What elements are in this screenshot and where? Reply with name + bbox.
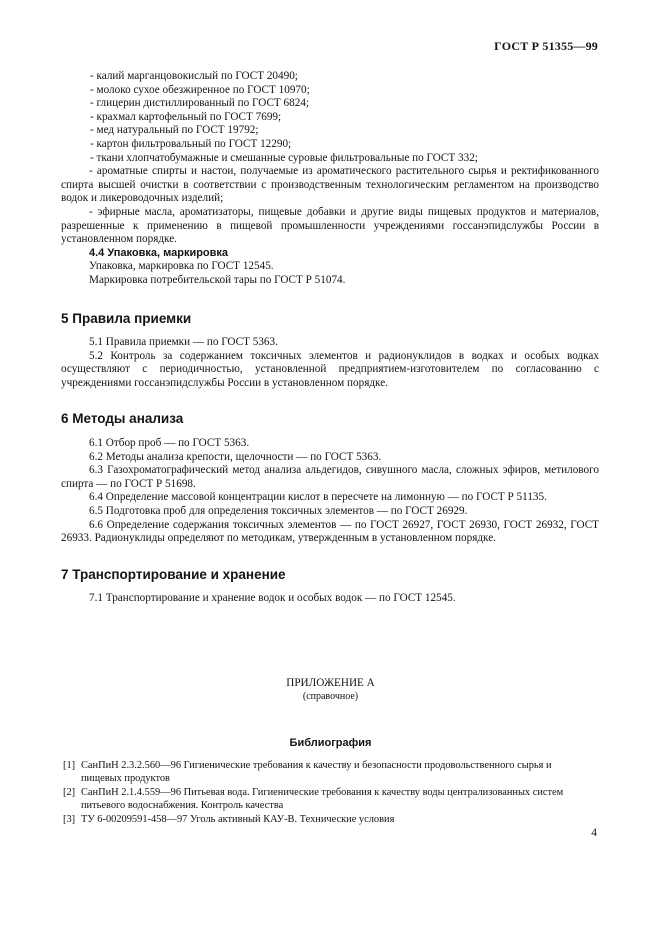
section-5-item-2: 5.2 Контроль за содержанием токсичных элементов и радионуклидов в водках и особых водках осуществляют с периодичностью, установленной предприятием-изготовителем по согласованию с учреждениями госсанэпидслужбы России в установленном порядке.: [61, 349, 599, 389]
section-6-item: 6.2 Методы анализа крепости, щелочности — по ГОСТ 5363.: [89, 450, 382, 463]
list-item: - ткани хлопчатобумажные и смешанные суровые фильтровальные по ГОСТ 332;: [90, 151, 478, 164]
section-6-item: 6.5 Подготовка проб для определения токсичных элементов — по ГОСТ 26929.: [89, 505, 468, 518]
bibliography-item-text: СанПиН 2.1.4.559—96 Питьевая вода. Гигиенические требования к качеству воды централизованных систем питьевого водоснабжения. Контроль качества: [81, 787, 564, 811]
section-7-title: 7 Транспортирование и хранение: [61, 566, 286, 582]
section-7-item-1: 7.1 Транспортирование и хранение водок и особых водок — по ГОСТ 12545.: [89, 592, 456, 605]
bibliography-item-number: [3]: [63, 814, 76, 826]
annex-subtitle: (справочное): [302, 691, 359, 702]
bibliography-item-text: ТУ 6-00209591-458—97 Уголь активный КАУ-В. Технические условия: [81, 814, 395, 826]
bibliography-item: [63, 787, 583, 812]
section-5-item-1: 5.1 Правила приемки — по ГОСТ 5363.: [89, 336, 278, 349]
document-header: ГОСТ Р 51355—99: [494, 39, 598, 53]
section-5-title: 5 Правила приемки: [61, 310, 192, 326]
list-item: - молоко сухое обезжиренное по ГОСТ 10970;: [90, 83, 310, 96]
paragraph-oils: - эфирные масла, ароматизаторы, пищевые добавки и другие виды пищевых продуктов и материалов, разрешенные к применению в пищевой промышленности учреждениями госсанэпидслужбы России в установленном порядке.: [61, 205, 599, 246]
section-6-title: 6 Методы анализа: [61, 411, 184, 427]
bibliography-title: Библиография: [289, 737, 372, 749]
bibliography-item: [63, 760, 583, 785]
page-number: 4: [591, 827, 597, 839]
materials-list: [90, 70, 599, 165]
subsection-4-4-title: 4.4 Упаковка, маркировка: [89, 246, 229, 259]
annex-title: ПРИЛОЖЕНИЕ А: [286, 677, 375, 689]
section-6-item: 6.4 Определение массовой концентрации кислот в пересчете на лимонную — по ГОСТ Р 51135.: [89, 491, 547, 504]
bibliography-item-text: СанПиН 2.3.2.560—96 Гигиенические требования к качеству и безопасности продовольственного сырья и пищевых продуктов: [81, 760, 552, 784]
bibliography-list: [63, 760, 583, 827]
list-item: - картон фильтровальный по ГОСТ 12290;: [90, 137, 292, 150]
subsection-4-4-text-2: Маркировка потребительской тары по ГОСТ Р 51074.: [89, 273, 346, 286]
section-6-item: 6.1 Отбор проб — по ГОСТ 5363.: [89, 437, 250, 450]
paragraph-spirits: - ароматные спирты и настои, получаемые из ароматического растительного сырья и ректификованного спирта высшей очистки в соответствии с производственным технологическим регламентом на производство водок и ликероводочных изделий;: [61, 165, 599, 205]
section-6-item: 6.6 Определение содержания токсичных элементов — по ГОСТ 26927, ГОСТ 26930, ГОСТ 26932, ГОСТ 26933. Радионуклиды определяют по методикам, утвержденным в установленном порядке.: [61, 518, 599, 545]
list-item: - глицерин дистиллированный по ГОСТ 6824;: [90, 97, 310, 110]
list-item: - калий марганцовокислый по ГОСТ 20490;: [90, 70, 298, 82]
list-item: - мед натуральный по ГОСТ 19792;: [90, 124, 259, 137]
bibliography-item-number: [1]: [63, 760, 76, 771]
section-6-item: 6.3 Газохроматографический метод анализа альдегидов, сивушного масла, сложных эфиров, метилового спирта — по ГОСТ Р 51698.: [61, 464, 599, 490]
subsection-4-4-text-1: Упаковка, маркировка по ГОСТ 12545.: [89, 260, 274, 273]
list-item: - крахмал картофельный по ГОСТ 7699;: [90, 110, 282, 123]
bibliography-item: [63, 814, 583, 827]
bibliography-item-number: [2]: [63, 787, 76, 799]
document-body: [61, 70, 599, 606]
